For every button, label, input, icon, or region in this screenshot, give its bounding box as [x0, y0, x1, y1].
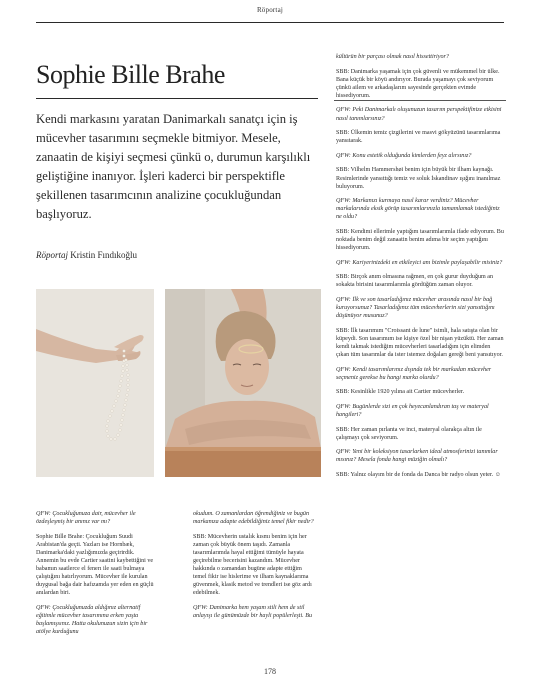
- lead-paragraph: Kendi markasını yaratan Danimarkalı sanatçı için iş mücevher tasarımını seçmekle bitmiyor. Mesele, zanaatin de kişiyi seçmesi çünkü o, durumun karşılıklı geliştiğine inanıyor. İşleri kaderci bir perspektifle şekillenen tasarımcının analizine çocukluğundan başlıyoruz.: [36, 112, 311, 221]
- question: QFW: Peki Danimarkalı oluşunuzun tasarım perspektifinize etkisini nasıl tanımlarsınız?: [336, 107, 502, 122]
- interview-column-2: [193, 510, 315, 627]
- byline: [36, 250, 137, 260]
- answer: Sophie Bille Brahe: Çocukluğum Suudi Arabistan'da geçti. Yazları ise Hornbæk, Danimarka'daki yazlığımızda geçirirdik. Annemin bu evde Cartier saatini kaybettiğini ve babamın saatlerce el fenerı ile saati bulmaya çalıştığını hatırlıyorum. Mücevher ile kurulan duygusal bağa dair hafızamda yer eden en güçlü anılardan biri.: [36, 533, 154, 597]
- question: QFW: Kendi tasarımlarınız dışında tek bir markadan mücevher seçmeniz gerekse bu hangi marka olurdu?: [336, 366, 492, 381]
- question: QFW: Yeni bir koleksiyon tasarlarken ideal atmosferinizi tanımlar mısınız? Mesela fonda hangi müziğin olmalı?: [336, 449, 498, 464]
- question: QFW: Kariyerinizdeki en etkileyici anı bizimle paylaşabilir misiniz?: [336, 259, 503, 266]
- article-title: Sophie Bille Brahe: [36, 60, 225, 89]
- question: QFW: Konu estetik olduğunda kimlerden feyz alırsınız?: [336, 152, 472, 159]
- question: okudum. O zamanlardan öğrendiğiniz ve bugün markanıza adapte edebildiğiniz temel fikir nedir?: [193, 511, 314, 526]
- interview-column-3: [336, 53, 504, 486]
- answer: SBB: Mücevherin ustalık kısmı benim için her zaman çok büyük önem taşıdı. Zamanla tasarımlarımda hayal ettiğimi tümüyle hayata geçirebilme becerisini kazandım. Mücevher hakkında o zamandan bugüne adapte ettiğim temel fikir ise hislerime ve ilham kaynaklarıma güvenmek, klasik metod ve trendleri ise göz ardı edebilmek.: [193, 533, 312, 597]
- question: QFW: Çocukluğunuza dair, mücevher ile özdeşleşmiş bir anınız var mı?: [36, 511, 136, 526]
- answer: SBB: İlk tasarımım "Croissant de lune" isimli, hala satışta olan bir küpeydi. Son tasarımım ise kişiye özel bir nişan yüzüktü. Her zaman kendi takmak istediğim mücevherleri tasarladığım için elimden çıkan tüm tasarımlar da ister istemez doğaları gereği beni yansıtıyor.: [336, 327, 504, 359]
- header-rule: [36, 22, 504, 23]
- question: QFW: Çocukluğunuzda aldığınız alternatif eğitimle mücevher tasarımına erken yaşta başlamışsınız. Hatta okulunuzun sizin için bir atölye kurduğunu: [36, 604, 148, 636]
- question: QFW: Danimarka hem yaşam stili hem de stil anlayışı ile günümüzde bir hayli popülerleşti. Bu: [193, 604, 312, 620]
- question: QFW: Markanızı kurmaya nasıl karar verdiniz? Mücevher markalarında eksik görüp tasarımlarınızla tamamlamak istediğiniz ne oldu?: [336, 198, 500, 221]
- answer: SBB: Her zaman pırlanta ve inci, materyal olarakça altın ile çalışmayı çok seviyorum.: [336, 426, 482, 441]
- page-number: 178: [264, 667, 276, 676]
- answer: SBB: Birçok anım olmasına rağmen, en çok gurur duyduğum an sokakta birisini tasarımlarımla gördüğüm zaman oluyor.: [336, 274, 494, 289]
- question: QFW: Bugünlerde sizi en çok heyecanlandıran taş ve materyal hangileri?: [336, 404, 489, 419]
- title-rule: [36, 98, 318, 99]
- answer: SBB: Kendimi ellerimle yaptığım tasarımlarımla ifade ediyorum. Bu noktada benim değil zanaatin benim adıma bir seçim yaptığını hissediyorum.: [336, 229, 504, 252]
- answer: SBB: Danimarka yaşamak için çok güvenli ve mükemmel bir ülke. Bana küçük bir köyü andırıyor. Burada yaşamayı çok seviyorum çünkü ailem ve arkadaşlarım sayesinde gerçekten evimde hissediyorum.: [336, 68, 500, 99]
- answer: SBB: Vilhelm Hammershøi benim için büyük bir ilham kaynağı. Resimlerinde yansıttığı temiz ve soluk İskandinav ışığını inanılmaz buluyorum.: [336, 167, 501, 190]
- answer: SBB: Yalnız olayım bir de fonda da Danca bir radyo olsun yeter. ☺: [336, 472, 501, 479]
- photo-portrait: [165, 289, 321, 477]
- byline-author: Kristin Fındıkoğlu: [70, 250, 138, 260]
- interview-column-1: [36, 510, 156, 643]
- question: kültürün bir parçası olmak nasıl hissettiriyor?: [336, 54, 449, 60]
- answer: SBB: Kesinlikle 1920 yılına ait Cartier mücevherler.: [336, 389, 465, 396]
- byline-label: Röportaj: [36, 250, 69, 260]
- question: QFW: İlk ve son tasarladığınız mücevher arasında nasıl bir bağ kuruyorsunuz? Tasarladığınız tüm mücevherlerin sizi yansıttığını düşünüyor musunuz?: [336, 297, 495, 320]
- section-label: Röportaj: [256, 6, 284, 14]
- photo-hand-with-pearls: [36, 289, 154, 477]
- answer: SBB: Ülkemin temiz çizgilerini ve masvi gökyüzünü tasarımlarıma yansıtarak.: [336, 130, 501, 145]
